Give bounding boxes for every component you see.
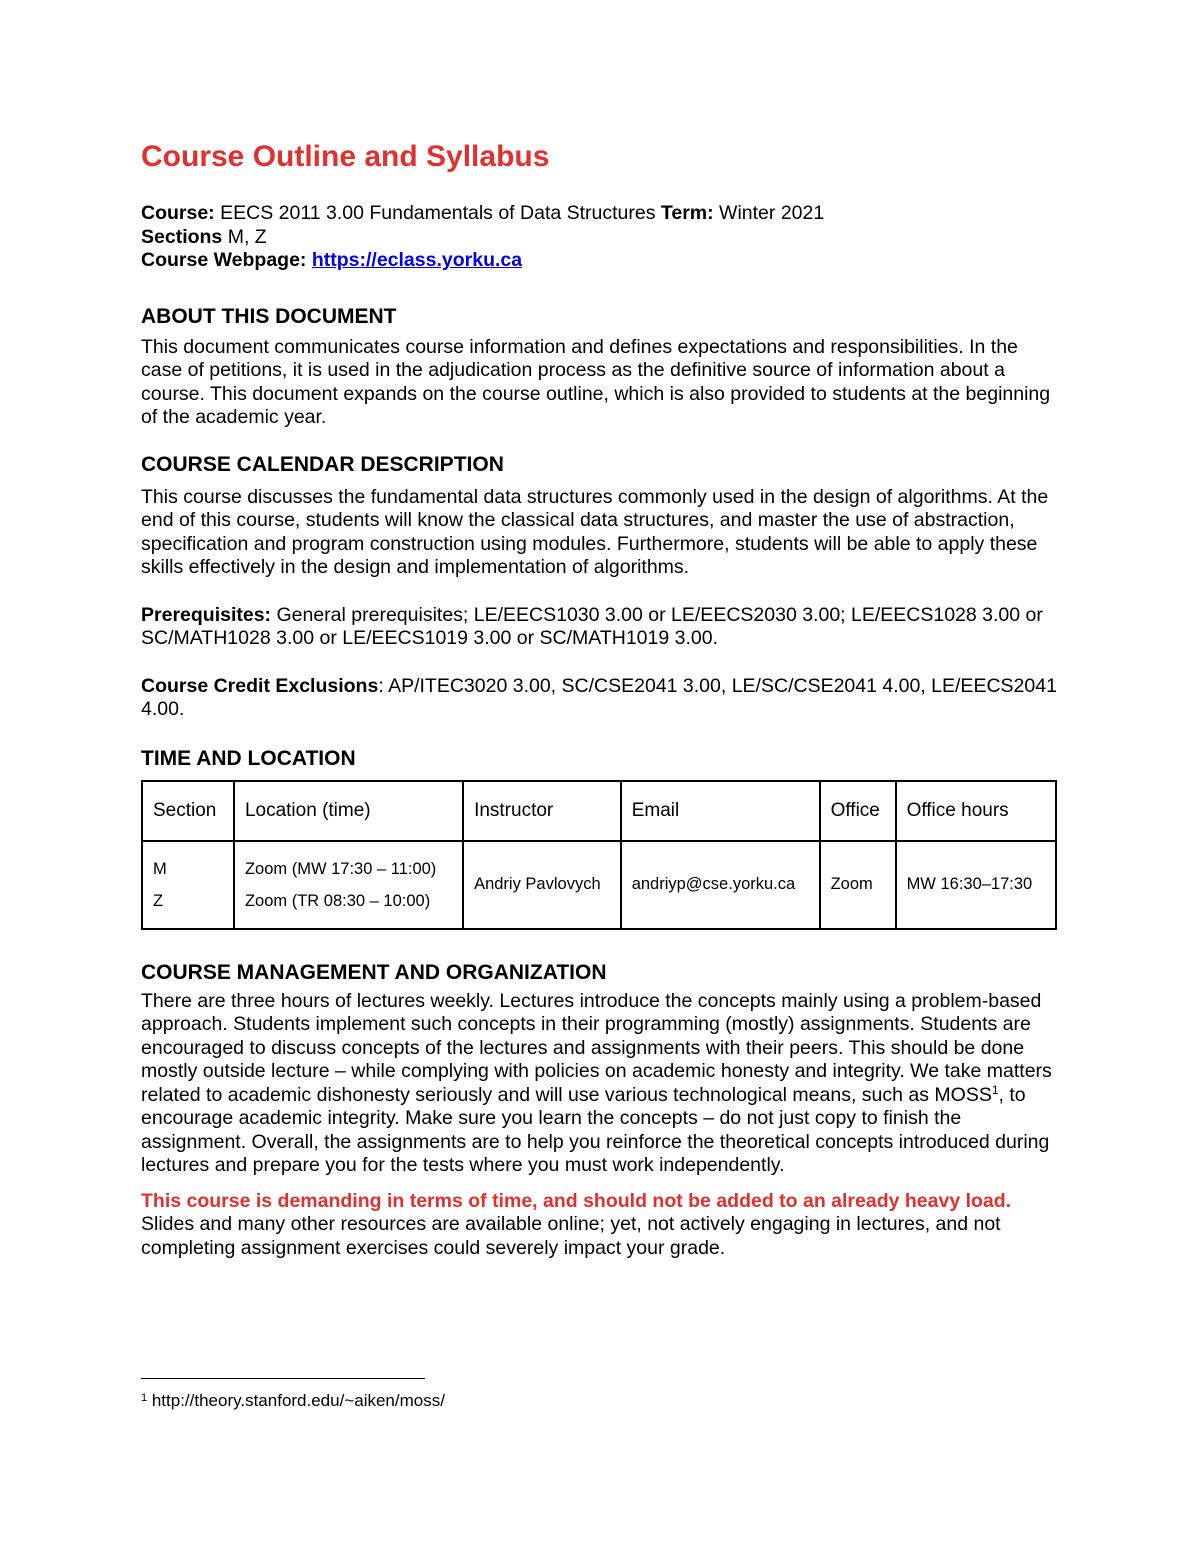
office-cell: Zoom <box>820 841 896 929</box>
prerequisites-label: Prerequisites: <box>141 603 272 626</box>
warning-emphasis: This course is demanding in terms of time, and should not be added to an already heavy load. <box>141 1189 1012 1212</box>
course-label: Course: <box>141 202 215 224</box>
footnote <box>141 1390 445 1412</box>
about-heading: ABOUT THIS DOCUMENT <box>141 304 397 328</box>
exclusions-label: Course Credit Exclusions <box>141 674 379 697</box>
course-line <box>141 202 1059 226</box>
exclusions-value: : AP/ITEC3020 3.00, SC/CSE2041 3.00, LE/SC/CSE2041 4.00, LE/EECS2041 4.00. <box>141 674 1057 720</box>
email-cell: andriyp@cse.yorku.ca <box>621 841 820 929</box>
management-body <box>141 990 1059 1178</box>
management-body-part2: , to encourage academic integrity. Make sure you learn the concepts – do not just copy to finish the assignment. Overall, the assignments are to help you reinforce the theoretical concepts introduced during lectures and prepare you for the tests where you must work independently. <box>141 1083 1050 1176</box>
time-location-heading: TIME AND LOCATION <box>141 746 356 770</box>
management-body-part1: There are three hours of lectures weekly. Lectures introduce the concepts mainly using a problem-based approach. Students implement such concepts in their programming (mostly) assignments. Students are encouraged to discuss concepts of the lectures and assignments with their peers. This should be done mostly outside lecture – while complying with policies on academic honesty and integrity. We take matters related to academic dishonesty seriously and will use various technological means, such as MOSS <box>141 989 1052 1106</box>
warning-paragraph <box>141 1190 1059 1261</box>
webpage-line <box>141 249 1059 273</box>
page-title: Course Outline and Syllabus <box>141 140 550 173</box>
table-row <box>142 841 1056 929</box>
sections-line <box>141 226 1059 250</box>
prerequisites-paragraph <box>141 604 1059 651</box>
location-value: Zoom (MW 17:30 – 11:00) <box>244 859 437 878</box>
footnote-reference: 1 <box>991 1082 999 1097</box>
column-header: Instructor <box>463 781 621 841</box>
time-location-section <box>141 746 1059 930</box>
sections-label: Sections <box>141 225 223 248</box>
term-label: Term: <box>660 202 714 224</box>
exclusions-paragraph <box>141 675 1059 722</box>
section-value: Z <box>153 891 164 910</box>
about-body: This document communicates course information and defines expectations and responsibilities. In the case of petitions, it is used in the adjudication process as the definitive source of information about a course. This document expands on the course outline, which is also provided to students at the beginning of the academic year. <box>141 335 1051 428</box>
section-cell <box>142 841 234 929</box>
section-value: M <box>153 859 167 878</box>
calendar-section <box>141 452 1059 722</box>
footnote-number: 1 <box>141 1392 148 1404</box>
office-hours-cell: MW 16:30–17:30 <box>896 841 1056 929</box>
management-section <box>141 960 1059 1261</box>
location-cell <box>234 841 463 929</box>
calendar-body: This course discusses the fundamental data structures commonly used in the design of algorithms. At the end of this course, students will know the classical data structures, and master the use of abstraction, specification and program construction using modules. Furthermore, students will be able to apply these skills effectively in the design and implementation of algorithms. <box>141 485 1049 578</box>
about-section <box>141 304 1059 430</box>
warning-rest: Slides and many other resources are available online; yet, not actively engaging in lectures, and not completing assignment exercises could severely impact your grade. <box>141 1213 1001 1259</box>
column-header: Location (time) <box>234 781 463 841</box>
column-header: Office hours <box>896 781 1056 841</box>
schedule-table <box>141 780 1057 930</box>
prerequisites-value: General prerequisites; LE/EECS1030 3.00 or LE/EECS2030 3.00; LE/EECS1028 3.00 or SC/MATH1028 3.00 or LE/EECS1019 3.00 or SC/MATH1019 3.00. <box>141 603 1043 649</box>
term-value: Winter 2021 <box>713 202 825 224</box>
course-value: EECS 2011 3.00 Fundamentals of Data Structures <box>214 202 661 224</box>
footnote-text: http://theory.stanford.edu/~aiken/moss/ <box>147 1391 445 1410</box>
calendar-heading: COURSE CALENDAR DESCRIPTION <box>141 452 504 476</box>
column-header: Section <box>142 781 234 841</box>
column-header: Email <box>621 781 820 841</box>
instructor-cell: Andriy Pavlovych <box>463 841 621 929</box>
webpage-label: Course Webpage: <box>141 249 307 271</box>
management-heading: COURSE MANAGEMENT AND ORGANIZATION <box>141 960 607 984</box>
sections-value: M, Z <box>222 225 267 248</box>
table-header-row <box>142 781 1056 841</box>
footnote-divider <box>141 1378 425 1379</box>
course-webpage-link[interactable]: https://eclass.yorku.ca <box>311 249 523 271</box>
location-value: Zoom (TR 08:30 – 10:00) <box>244 891 431 910</box>
column-header: Office <box>820 781 896 841</box>
document-content <box>141 138 1059 1260</box>
